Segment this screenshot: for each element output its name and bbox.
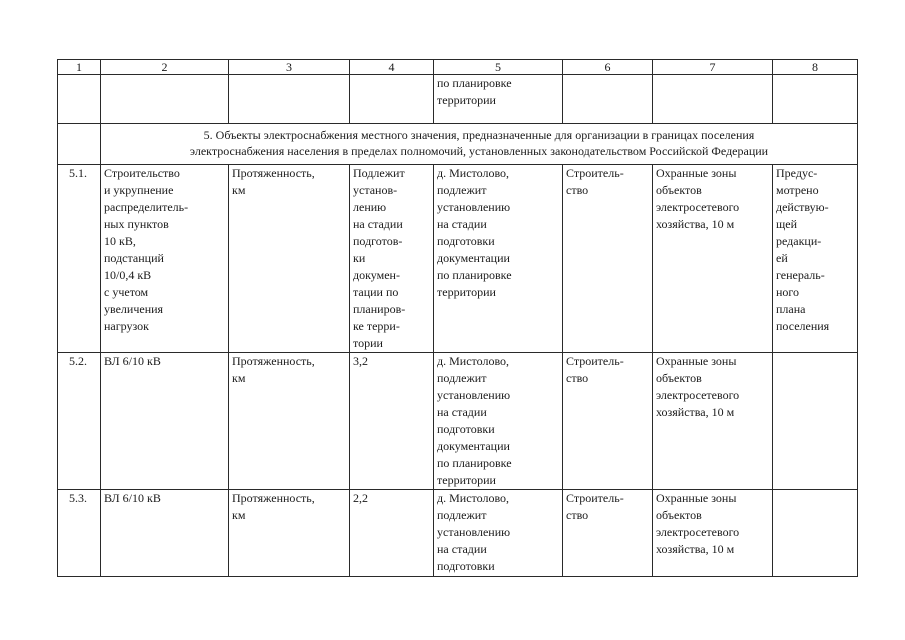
measure-cell: Протяженность, км	[229, 490, 350, 577]
table-cell	[58, 75, 101, 124]
object-name-cell: Строительство и укрупнение распределитель- ных пунктов 10 кВ, подстанций 10/0,4 кВ с учетом увеличения нагрузок	[101, 165, 229, 353]
location-cell: д. Мистолово, подлежит установлению на стадии подготовки	[434, 490, 563, 577]
table-cell: по планировке территории	[434, 75, 563, 124]
column-number-2: 2	[101, 60, 229, 75]
column-number-8: 8	[773, 60, 858, 75]
table-row	[58, 490, 858, 577]
measure-cell: Протяженность, км	[229, 353, 350, 490]
status-cell: Строитель- ство	[563, 165, 653, 353]
table-row	[58, 165, 858, 353]
section-row	[58, 124, 858, 165]
status-cell: Строитель- ство	[563, 353, 653, 490]
table-cell	[653, 75, 773, 124]
column-number-row	[58, 60, 858, 75]
value-cell: 3,2	[350, 353, 434, 490]
note-cell	[773, 353, 858, 490]
table-cell	[229, 75, 350, 124]
document-table	[57, 59, 858, 577]
table-cell	[773, 75, 858, 124]
zone-cell: Охранные зоны объектов электросетевого хозяйства, 10 м	[653, 165, 773, 353]
measure-cell: Протяженность, км	[229, 165, 350, 353]
table-cell	[101, 75, 229, 124]
table-row	[58, 353, 858, 490]
table-cell	[350, 75, 434, 124]
note-cell	[773, 490, 858, 577]
row-number: 5.3.	[58, 490, 101, 577]
column-number-4: 4	[350, 60, 434, 75]
section-blank-cell	[58, 124, 101, 165]
column-number-3: 3	[229, 60, 350, 75]
column-number-6: 6	[563, 60, 653, 75]
note-cell: Предус- мотрено действую- щей редакци- ей генераль- ного плана поселения	[773, 165, 858, 353]
column-number-5: 5	[434, 60, 563, 75]
column-number-7: 7	[653, 60, 773, 75]
zone-cell: Охранные зоны объектов электросетевого хозяйства, 10 м	[653, 353, 773, 490]
object-name-cell: ВЛ 6/10 кВ	[101, 490, 229, 577]
table-cell	[563, 75, 653, 124]
row-number: 5.1.	[58, 165, 101, 353]
zone-cell: Охранные зоны объектов электросетевого хозяйства, 10 м	[653, 490, 773, 577]
value-cell: 2,2	[350, 490, 434, 577]
location-cell: д. Мистолово, подлежит установлению на стадии подготовки документации по планировке территории	[434, 353, 563, 490]
section-title: 5. Объекты электроснабжения местного значения, предназначенные для организации в границах поселения электроснабжения населения в пределах полномочий, установленных законодательством Российской Федерации	[101, 124, 858, 165]
column-number-1: 1	[58, 60, 101, 75]
value-cell: Подлежит установ- лению на стадии подготов- ки докумен- тации по планиров- ке терри- тории	[350, 165, 434, 353]
location-cell: д. Мистолово, подлежит установлению на стадии подготовки документации по планировке территории	[434, 165, 563, 353]
continuation-row	[58, 75, 858, 124]
status-cell: Строитель- ство	[563, 490, 653, 577]
object-name-cell: ВЛ 6/10 кВ	[101, 353, 229, 490]
row-number: 5.2.	[58, 353, 101, 490]
